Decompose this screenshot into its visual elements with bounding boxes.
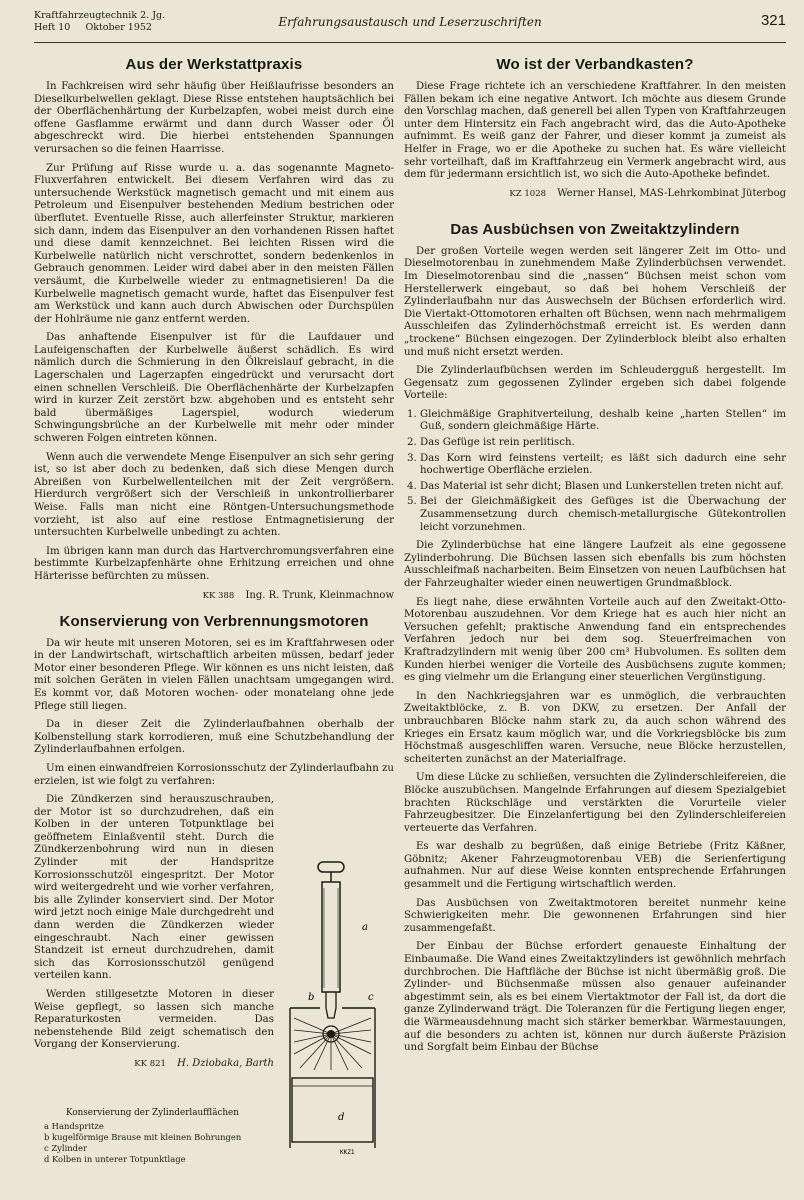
caption-item: b kugelförmige Brause mit kleinen Bohrungen	[44, 1132, 242, 1142]
label-a: a	[362, 922, 368, 933]
paragraph: Die Zündkerzen sind herauszuschrauben, der Motor ist so durchzudrehen, daß ein Kolben in der unteren Totpunktlage bei geöffnetem Einlaßventil steht. Durch die Zündkerzenbohrung wird nun in diesen Zylinder mit der Handspritze Korrosionsschutzöl eingespritzt. Der Motor wird weitergedreht und wie vorher verfahren, bis alle Zylinder konserviert sind. Der Motor wird jetzt noch einige Male durchgedreht und dann werden die Zündkerzen wieder eingeschraubt. Nach einer gewissen Standzeit ist erneut durchzudrehen, damit sich das Korrosionsschutzöl genügend verteilen kann.	[34, 794, 274, 982]
syringe-body	[322, 882, 340, 992]
conservation-diagram	[280, 858, 390, 1158]
paragraph: In Fachkreisen wird sehr häufig über Heißlaufrisse besonders an Dieselkurbelwellen geklagt. Diese Risse entstehen hauptsächlich bei der Oberflächenhärtung der Kurbelzapfen, wobei meist durch eine offene Gasflamme erwärmt und dann durch Wasser oder Öl abgeschreckt wird. Die hierbei entstehenden Spannungen verursachen so die feinen Haarrisse.	[34, 81, 394, 155]
article-title-verbandkasten: Wo ist der Verbandkasten?	[496, 56, 694, 73]
paragraph: Werden stillgesetzte Motoren in dieser Weise gepflegt, so lassen sich manche Reparaturkosten vermeiden. Das nebenstehende Bild zeigt schematisch den Vorgang der Konservierung.	[34, 989, 274, 1051]
caption-item: c Zylinder	[44, 1143, 87, 1153]
paragraph: Der Einbau der Büchse erfordert genaueste Einhaltung der Einbaumaße. Die Wand eines Zweitaktzylinders ist gewöhnlich mehrfach durchbrochen. Die Haftfläche der Büchse ist nicht übermäßig groß. Die Zylinder- und Büchsenmaße müssen also genauer aufeinander abgestimmt sein, als es bei einem Viertaktmotor der Fall ist, da dort die ganze Zylinderwand trägt. Die Toleranzen für die Fertigung liegen enger, die Wärmeausdehnung macht sich stärker bemerkbar. Wärmestauungen, auf die besonders zu achten ist, können nur durch äußerste Präzision und Sorgfalt beim Einbau der Büchse	[404, 941, 786, 1054]
paragraph: Das Ausbüchsen von Zweitaktmotoren bereitet nunmehr keine Schwierigkeiten mehr. Die gewonnenen Erfahrungen sind hier zusammengefaßt.	[404, 897, 786, 934]
list-item: 4. Das Material ist sehr dicht; Blasen und Lunkerstellen treten nicht auf.	[420, 481, 786, 494]
article-code: KK 821	[134, 1058, 166, 1069]
paragraph: Diese Frage richtete ich an verschiedene Kraftfahrer. In den meisten Fällen bekam ich eine negative Antwort. Ich möchte aus diesem Grunde den Vorschlag machen, daß generell bei allen Typen von Kraftfahrzeugen unter dem Hintersitz ein Fach angebracht wird, das die Auto-Apotheke aufnimmt. Es weiß ganz der Fahrer, und dieser kommt ja zumeist als Helfer in Frage, wo er die Apotheke zu suchen hat. Es wäre vielleicht sehr vorteilhaft, daß im Kraftfahrzeug ein Vermerk angebracht wird, aus dem für jedermann ersichtlich ist, wo sich die Auto-Apotheke befindet.	[404, 81, 786, 181]
list-item: 5. Bei der Gleichmäßigkeit des Gefüges ist die Überwachung der Zusammensetzung durch chemisch-metallurgische Gütekontrollen leicht vorzunehmen.	[420, 496, 786, 534]
paragraph: In den Nachkriegsjahren war es unmöglich, die verbrauchten Zweitaktblöcke, z. B. von DKW, zu ersetzen. Der Anfall der unbrauchbaren Blöcke nahm stark zu, da auch schon während des Krieges ein Ersatz kaum möglich war, und die Vorkriegsblöcke bis zum Höchstmaß ausgeschliffen waren. Versuche, neue Blöcke herzustellen, scheiterten zunächst an der Materialfrage.	[404, 690, 786, 765]
page-header	[34, 10, 786, 43]
paragraph: Die Zylinderbüchse hat eine längere Laufzeit als eine gegossene Zylinderbohrung. Die Büchsen lassen sich ebenfalls bis zum höchsten Ausschleifmaß nacharbeiten. Beim Einsetzen von neuen Laufbüchsen hat der Fahrzeughalter wieder einen neuwertigen Grundmaßblock.	[404, 540, 786, 589]
article-title-konservierung: Konservierung von Verbrennungsmotoren	[59, 612, 369, 630]
paragraph: Im übrigen kann man durch das Hartverchromungsverfahren eine bestimmte Kurbelzapfenhärte ohne Erhitzung erreichen und ohne Härterisse befürchten zu müssen.	[34, 545, 394, 582]
article-code: KK 388	[202, 590, 235, 601]
page-number: 321	[760, 12, 786, 29]
figure-stamp: KKZ1	[340, 1149, 355, 1156]
author-signature	[34, 590, 394, 601]
list-item: 2. Das Gefüge ist rein perlitisch.	[420, 437, 786, 450]
caption-item: d Kolben in unterer Totpunktlage	[44, 1154, 186, 1164]
label-c: c	[368, 992, 374, 1003]
label-b: b	[308, 992, 315, 1003]
label-d: d	[338, 1112, 345, 1123]
paragraph: Wenn auch die verwendete Menge Eisenpulver an sich sehr gering ist, so ist aber doch zu bedenken, daß sich diese Mengen durch Abreißen von Kurbelwellenteilchen mit der Zeit vergrößern. Hierdurch vergrößert sich der Verschleiß in unkontrollierbarer Weise. Falls man nicht eine Röntgen-Untersuchungsmethode vorzieht, ist also auf eine restlose Entmagnetisierung der untersuchten Kurbelwelle unbedingt zu achten.	[34, 451, 394, 539]
advantages-list	[404, 409, 786, 534]
paragraph: Zur Prüfung auf Risse wurde u. a. das sogenannte Magneto-Fluxverfahren entwickelt. Bei diesem Verfahren wird das zu untersuchende Werkstück magnetisch gemacht und mit einem aus Petroleum und Eisenpulver bestehenden Medium bestrichen oder überflutet. Eventuelle Risse, auch allerfeinster Struktur, markieren sich dann, indem das Eisenpulver an den vorhandenen Rissen haftet und diese damit kennzeichnet. Bei leichten Rissen wird die Kurbelwelle natürlich nicht verschrottet, sondern bedenkenlos in Gebrauch genommen. Leider wird dabei aber in den meisten Fällen versäumt, die Kurbelwelle wieder zu entmagnetisieren! Da die Kurbelwelle magnetisch gemacht wurde, haftet das Eisenpulver fest am Werkstück und kann auch durch Abwischen oder Durchspülen der Hohlräume nie ganz entfernt werden.	[34, 162, 394, 325]
article-title-ausbuechsen: Das Ausbüchsen von Zweitaktzylindern	[450, 220, 740, 238]
paragraph: Um einen einwandfreien Korrosionsschutz der Zylinderlaufbahn zu erzielen, ist wie folgt zu verfahren:	[34, 762, 394, 787]
paragraph: Der großen Vorteile wegen werden seit längerer Zeit im Otto- und Dieselmotorenbau in zunehmendem Maße Zylinderbüchsen verwendet. Im Dieselmotorenbau sind die „nassen“ Büchsen meist schon vom Herstellerwerk eingebaut, so daß bei hohem Verschleiß der Zylinderlaufbahn nur das Auswechseln der Büchsen erforderlich wird. Die Viertakt-Ottomotoren erhalten oft Büchsen, wenn nach mehrmaligem Ausschleifen das Zylinderhöchstmaß erreicht ist. Es werden dann „trockene“ Büchsen eingezogen. Der Zylinderblock bleibt also erhalten und muß nicht ersetzt werden.	[404, 245, 786, 358]
section-title: Erfahrungsaustausch und Leserzuschriften	[278, 15, 542, 29]
paragraph: Das anhaftende Eisenpulver ist für die Laufdauer und Laufeigenschaften der Kurbelwelle äußerst schädlich. Es wird nämlich durch die Schmierung in den Ölkreislauf gebracht, in die Lagerschalen und Lagerzapfen eingedrückt und verursacht dort einen schnellen Verschleiß. Die Oberflächenhärte der Kurbelzapfen wird in kurzer Zeit zerstört bzw. abgehoben und es entsteht sehr bald übermäßiges Lagerspiel, wodurch wiederum Schwingungsbrüche an der Kurbelwelle mit mehr oder minder schweren Folgen eintreten können.	[34, 332, 394, 445]
paragraph: Es war deshalb zu begrüßen, daß einige Betriebe (Fritz Käßner, Göbnitz; Akener Fahrzeugmotorenbau VEB) die Serienfertigung aufnahmen. Nur auf diese Weise konnten entsprechende Erfahrungen gesammelt und die Fertigung wirtschaftlich werden.	[404, 841, 786, 891]
list-item: 1. Gleichmäßige Graphitverteilung, deshalb keine „harten Stellen“ im Guß, sondern gleichmäßige Härte.	[420, 409, 786, 434]
piston	[292, 1078, 373, 1142]
author-name: H. Dziobaka, Barth	[177, 1057, 274, 1069]
paragraph: Um diese Lücke zu schließen, versuchten die Zylinderschleifereien, die Blöcke auszubüchsen. Mangelnde Erfahrungen auf diesem Spezialgebiet brachten Rückschläge und verstärkten die Vorurteile vieler Fahrzeugbesitzer. Die Einzelanfertigung bei den Zylinderschleifereien verteuerte das Verfahren.	[404, 772, 786, 834]
article-code: KZ 1028	[509, 188, 547, 199]
right-column	[404, 50, 786, 1061]
figure-caption	[44, 1108, 241, 1165]
list-item: 3. Das Korn wird feinstens verteilt; es läßt sich dadurch eine sehr hochwertige Oberfläche erzielen.	[420, 453, 786, 478]
paragraph: Da wir heute mit unseren Motoren, sei es im Kraftfahrwesen oder in der Landwirtschaft, wirtschaftlich arbeiten müssen, bedarf jeder Motor einer besonderen Pflege. Wir können es uns nicht leisten, daß mit solchen Geräten in vielen Fällen unachtsam umgegangen wird. Es kommt vor, daß Motoren wochen- oder monatelang ohne jede Pflege still liegen.	[34, 637, 394, 712]
caption-item: a Handspritze	[44, 1121, 104, 1131]
paragraph: Es liegt nahe, diese erwähnten Vorteile auch auf den Zweitakt-Otto-Motorenbau auszudehnen. Vor dem Kriege hat es auch hier nicht an Versuchen gefehlt; praktische Anwendung fand ein entsprechendes Verfahren jedoch nur bei dem sog. Steuerfreimachen von Kraftradzylindern mit wenig über 200 cm³ Hubvolumen. Es sollten dem Kunden hierbei weniger die Vorteile des Ausbüchsens zugute kommen; es ging vielmehr um die Erlangung einer steuerlichen Vergünstigung.	[404, 596, 786, 684]
paragraph: Die Zylinderlaufbüchsen werden im Schleudergguß hergestellt. Im Gegensatz zum gegossenen Zylinder ergeben sich dabei folgende Vorteile:	[404, 365, 786, 402]
syringe-handle	[318, 862, 344, 872]
caption-title: Konservierung der Zylinderlaufflächen	[66, 1108, 239, 1118]
author-signature	[404, 188, 786, 199]
paragraph: Da in dieser Zeit die Zylinderlaufbahnen oberhalb der Kolbenstellung stark korrodieren, muß eine Schutzbehandlung der Zylinderlaufbahnen erfolgen.	[34, 719, 394, 756]
author-signature	[34, 1058, 274, 1069]
journal-name: Kraftfahrzeugtechnik 2. Jg.	[34, 10, 166, 21]
article-title-werkstattpraxis: Aus der Werkstattpraxis	[125, 56, 303, 73]
author-name: Werner Hansel, MAS-Lehrkombinat Jüterbog	[557, 187, 786, 199]
author-name: Ing. R. Trunk, Kleinmachnow	[245, 589, 394, 601]
issue-date: Heft 10 Oktober 1952	[34, 22, 152, 33]
